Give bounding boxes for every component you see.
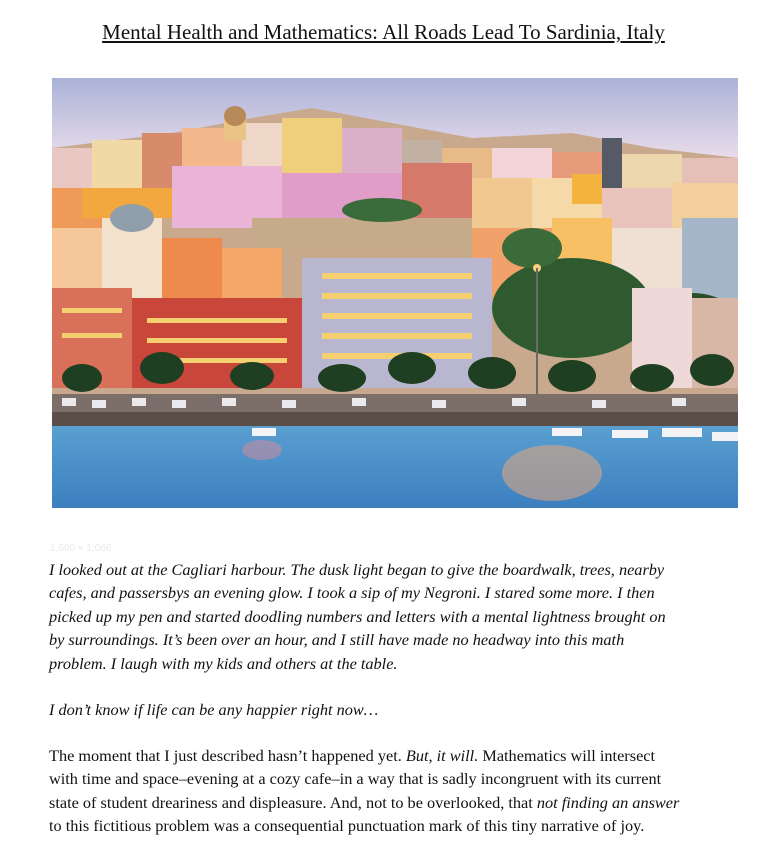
paragraph-line: with time and space–evening at a cozy cafe–in a way that is sadly incongruent with its current (49, 769, 662, 789)
image-dimensions-caption: 1,600 × 1,066 (50, 543, 112, 554)
paragraph-intro (49, 558, 749, 675)
paragraph-explanation (49, 744, 749, 838)
paragraph-text: Mathematics will intersect (478, 746, 656, 765)
emphasis-text: not finding an answer (536, 792, 680, 812)
paragraph-line: to this fictitious problem was a consequential punctuation mark of this tiny narrative of joy. (49, 816, 645, 836)
paragraph-text: The moment that I just described hasn’t happened yet. (49, 746, 406, 765)
paragraph-line: problem. I laugh with my kids and others at the table. (49, 653, 398, 673)
article-title: Mental Health and Mathematics: All Roads Lead To Sardinia, Italy (102, 20, 665, 44)
paragraph-text: state of student dreariness and displeasure. And, not to be overlooked, that (49, 792, 537, 812)
harbour-photo (52, 78, 738, 508)
paragraph-line: by surroundings. It’s been over an hour, and I still have made no headway into this math (49, 630, 625, 650)
paragraph-line: cafes, and passersbys an evening glow. I took a sip of my Negroni. I stared some more. I then (49, 583, 655, 603)
paragraph-line: I don’t know if life can be any happier right now… (49, 700, 379, 719)
paragraph-line: picked up my pen and started doodling numbers and letters with a mental lightness brought on (49, 606, 666, 626)
paragraph-happiness (49, 698, 749, 721)
paragraph-line: I looked out at the Cagliari harbour. The dusk light began to give the boardwalk, trees, nearby (49, 560, 665, 579)
emphasis-text: But, it will. (405, 746, 479, 765)
